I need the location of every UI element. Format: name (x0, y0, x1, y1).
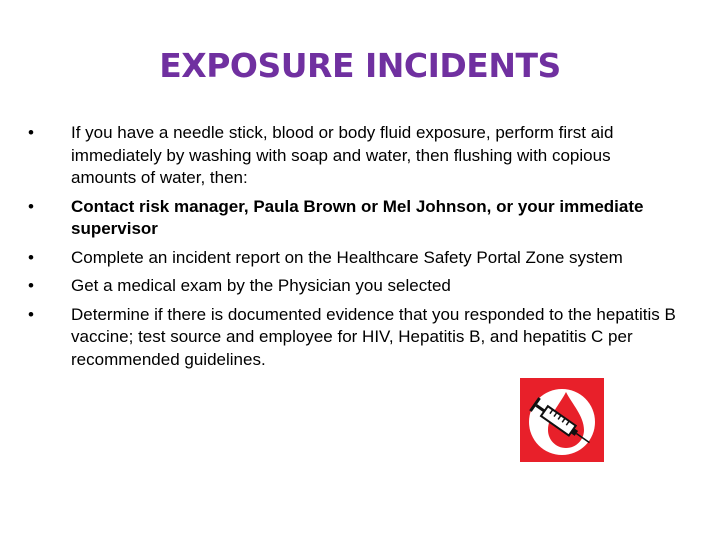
bullet-item (28, 275, 678, 298)
bullet-text: Complete an incident report on the Healthcare Safety Portal Zone system (71, 247, 623, 267)
bullet-marker: • (28, 304, 34, 324)
bullet-list (28, 122, 678, 377)
bullet-marker: • (28, 276, 34, 295)
slide-title: EXPOSURE INCIDENTS (159, 46, 561, 85)
bullet-item (28, 247, 678, 270)
bullet-text: If you have a needle stick, blood or body fluid exposure, perform first aid immediately by washing with soap and water, then flushing with copious amounts of water, then: (71, 123, 614, 187)
blood-syringe-icon (520, 378, 604, 462)
bullet-item (28, 196, 678, 241)
bullet-marker: • (28, 247, 34, 267)
bullet-marker: • (28, 123, 34, 142)
bullet-text: Contact risk manager, Paula Brown or Mel Johnson, or your immediate supervisor (71, 196, 644, 238)
bullet-item (28, 122, 678, 190)
bullet-text: Determine if there is documented evidence that you responded to the hepatitis B vaccine; test source and employee for HIV, Hepatitis B, and hepatitis C per recommended guidelines. (71, 304, 676, 369)
bullet-item (28, 304, 678, 372)
bullet-marker: • (28, 196, 34, 216)
bullet-text: Get a medical exam by the Physician you selected (71, 276, 451, 295)
